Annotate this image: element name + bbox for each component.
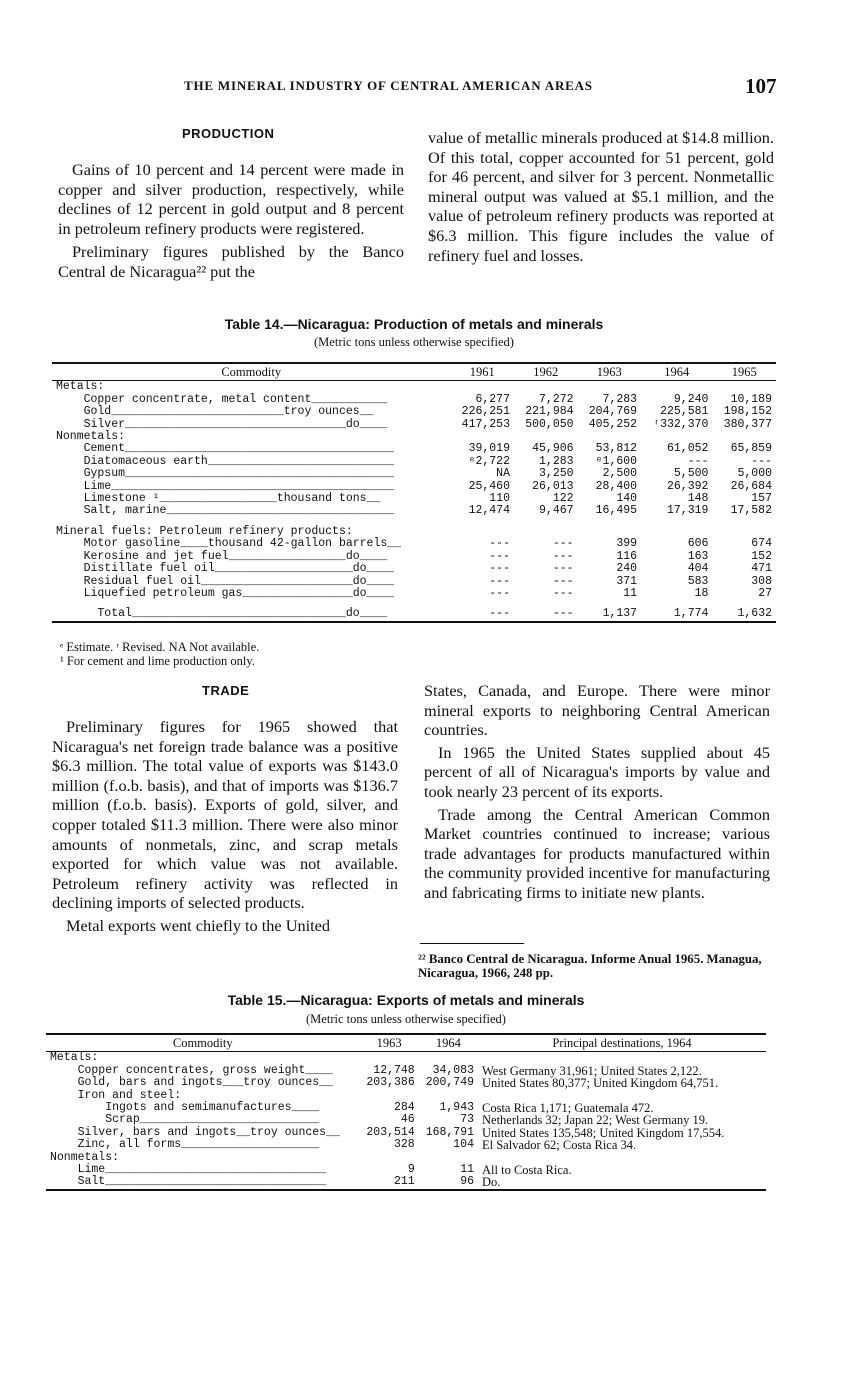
- table14-cell: [514, 518, 578, 526]
- table15-header-1: 1963: [376, 1036, 402, 1050]
- table14: [52, 362, 776, 623]
- production-left-column: [58, 160, 404, 282]
- trade-paragraph-3: States, Canada, and Europe. There were minor mineral exports to neighboring Central American countries.: [424, 681, 770, 740]
- table14-cell: 1,137: [602, 607, 638, 621]
- table14-cell: 7,272: [539, 392, 574, 406]
- table-row: [52, 443, 776, 455]
- table15-cell: Zinc, all forms____________________: [50, 1138, 320, 1152]
- table14-cell: 7,283: [602, 392, 638, 406]
- table14-cell: 148: [687, 492, 709, 506]
- table15-cell: Copper concentrates, gross weight____: [50, 1063, 333, 1077]
- table14-cell: 471: [751, 562, 772, 576]
- table-row: [46, 1077, 766, 1089]
- table14-cell: NA: [496, 467, 510, 481]
- table14-cell: Motor gasoline____thousand 42-gallon barrels__: [56, 537, 402, 551]
- table14-cell: 606: [687, 537, 709, 551]
- table14-cell: 674: [751, 537, 772, 551]
- table14-title: Table 14.—Nicaragua: Production of metals and minerals: [224, 316, 604, 332]
- trade-paragraph-5: Trade among the Central American Common Market countries continued to increase; various trade advantages for products manufactured within the community provided incentive for manufacturing and fabricating firms to initiate new plants.: [424, 804, 770, 902]
- table14-cell: ---: [552, 607, 574, 621]
- table-row: [52, 406, 776, 418]
- table14-cell: 380,377: [723, 417, 772, 431]
- table14-cell: 122: [552, 492, 574, 506]
- running-head: THE MINERAL INDUSTRY OF CENTRAL AMERICAN AREAS: [184, 78, 593, 93]
- table15-cell: 211: [394, 1175, 415, 1189]
- table15-cell: Scrap__________________________: [50, 1113, 320, 1127]
- table14-cell: Nonmetals:: [56, 430, 126, 444]
- table14-cell: 163: [687, 549, 709, 563]
- table15-cell: 12,748: [373, 1063, 415, 1077]
- table14-cell: Distillate fuel oil____________________do____: [56, 562, 395, 576]
- table15-cell: [478, 1052, 766, 1065]
- footnote-divider: [420, 943, 524, 944]
- table15-cell: 104: [453, 1138, 474, 1152]
- table14-cell: ---: [489, 549, 510, 563]
- table15-cell: 34,083: [432, 1063, 474, 1077]
- table15-cell: El Salvador 62; Costa Rica 34.: [482, 1138, 637, 1153]
- table14-cell: [450, 518, 514, 526]
- production-paragraph-2: Preliminary figures published by the Banco Central de Nicaragua²² put the: [58, 242, 404, 281]
- table14-cell: Residual fuel oil______________________do____: [56, 574, 395, 588]
- table14-cell: ---: [552, 574, 574, 588]
- table15-subtitle: (Metric tons unless otherwise specified): [306, 1012, 506, 1026]
- table14-cell: 17,582: [730, 504, 772, 518]
- table15-cell: 73: [460, 1113, 474, 1127]
- table14-cell: Liquefied petroleum gas________________do____: [56, 586, 395, 600]
- table15-title: Table 15.—Nicaragua: Exports of metals and minerals: [227, 992, 585, 1008]
- table14-cell: 65,859: [730, 442, 772, 456]
- table14-cell: [641, 518, 712, 526]
- table14-subtitle: (Metric tons unless otherwise specified): [314, 335, 514, 349]
- table-row: [52, 563, 776, 575]
- table15-cell: 96: [460, 1175, 474, 1189]
- table14-header-5: 1965: [731, 365, 757, 379]
- table14-cell: Total_______________________________do____: [56, 607, 388, 621]
- table14-header-4: 1964: [664, 365, 690, 379]
- table15-cell: Gold, bars and ingots___troy ounces__: [50, 1076, 333, 1090]
- table-row: [52, 538, 776, 550]
- table14-cell: 404: [687, 562, 709, 576]
- table14-cell: Metals:: [56, 380, 105, 394]
- table14-cell: Gypsum_______________________________________: [56, 467, 395, 481]
- table15-cell: Iron and steel:: [50, 1088, 182, 1102]
- table14-cell: ---: [552, 586, 574, 600]
- table-row: [52, 588, 776, 600]
- table14-cell: 45,906: [532, 442, 574, 456]
- table15-cell: Metals:: [50, 1051, 99, 1065]
- table15: [46, 1033, 766, 1191]
- table-row: [46, 1114, 766, 1126]
- table14-cell: 27: [758, 586, 772, 600]
- table-row: [52, 608, 776, 621]
- table15-cell: 168,791: [425, 1125, 474, 1139]
- table14-cell: 308: [751, 574, 772, 588]
- table14-cell: 226,251: [461, 405, 510, 419]
- table14-cell: 10,189: [730, 392, 772, 406]
- table15-cell: Ingots and semimanufactures____: [50, 1101, 320, 1115]
- table15-cell: Nonmetals:: [50, 1150, 120, 1164]
- footnote-22: ²² Banco Central de Nicaragua. Informe Anual 1965. Managua, Nicaragua, 1966, 248 pp.: [418, 952, 762, 980]
- table14-cell: Diatomaceous earth___________________________: [56, 454, 395, 468]
- table14-cell: 221,984: [525, 405, 574, 419]
- table15-cell: 284: [394, 1101, 415, 1115]
- production-paragraph-3: value of metallic minerals produced at $14.8 million. Of this total, copper accounted for 51 percent, gold for 46 percent, and silver for 3 percent. Nonmetallic mineral output was valued at $5.1 million, and the value of petroleum refinery products was reported at $6.3 million. This figure includes the value of refinery fuel and losses.: [428, 128, 774, 265]
- table15-cell: 1,943: [439, 1101, 474, 1115]
- table-row: [52, 381, 776, 394]
- table14-cell: 18: [694, 586, 709, 600]
- table14-cell: ---: [489, 574, 510, 588]
- table14-cell: ---: [552, 549, 574, 563]
- table14-cell: 110: [489, 492, 510, 506]
- table-row: [46, 1176, 766, 1189]
- table14-cell: 26,392: [667, 479, 709, 493]
- table14-cell: 140: [616, 492, 638, 506]
- table15-cell: Costa Rica 1,171; Guatemala 472.: [482, 1101, 654, 1116]
- table15-cell: Netherlands 32; Japan 22; West Germany 19.: [482, 1113, 709, 1128]
- table14-cell: 204,769: [588, 405, 638, 419]
- table-row: [46, 1052, 766, 1065]
- table14-header-1: 1961: [469, 365, 495, 379]
- trade-paragraph-2: Metal exports went chiefly to the United: [66, 915, 331, 935]
- table14-cell: 240: [616, 562, 638, 576]
- table15-header-0: Commodity: [172, 1036, 233, 1050]
- table15-cell: Salt________________________________: [50, 1175, 327, 1189]
- table15-cell: 46: [400, 1113, 415, 1127]
- table14-cell: 1,774: [673, 607, 709, 621]
- table15-cell: United States 80,377; United Kingdom 64,751.: [482, 1076, 719, 1091]
- table14-header-2: 1962: [533, 365, 559, 379]
- table14-cell: ᵉ2,722: [468, 454, 510, 468]
- table14-cell: 61,052: [667, 442, 709, 456]
- table-row: [46, 1139, 766, 1151]
- table14-cell: ᵉ1,600: [595, 454, 638, 468]
- table14-cell: 16,495: [595, 504, 638, 518]
- table14-cell: ---: [552, 562, 574, 576]
- table15-cell: 328: [394, 1138, 415, 1152]
- table14-cell: [712, 518, 776, 526]
- table14-header-3: 1963: [596, 365, 622, 379]
- trade-left-column: [52, 717, 398, 936]
- table14-cell: 225,581: [660, 405, 709, 419]
- table14-cell: 371: [616, 574, 638, 588]
- table14-cell: 405,252: [588, 417, 638, 431]
- table14-cell: [450, 381, 514, 394]
- table14-cell: 3,250: [539, 467, 574, 481]
- table-row: [52, 468, 776, 480]
- table14-cell: ʳ332,370: [653, 417, 709, 431]
- table14-cell: Silver________________________________do____: [56, 417, 388, 431]
- table15-cell: 203,514: [366, 1125, 415, 1139]
- table14-cell: 11: [623, 586, 638, 600]
- table14-cell: 157: [751, 492, 772, 506]
- table14-header-0: Commodity: [221, 365, 282, 379]
- table14-note-footnote: ¹ For cement and lime production only.: [60, 654, 255, 668]
- table14-cell: 9,467: [539, 504, 574, 518]
- table14-cell: ---: [489, 562, 510, 576]
- table14-note-symbols: ᵉ Estimate. ʳ Revised. NA Not available.: [60, 640, 260, 654]
- table15-cell: 200,749: [425, 1076, 474, 1090]
- table14-cell: Kerosine and jet fuel_________________do____: [56, 549, 388, 563]
- table14-cell: ---: [751, 454, 772, 468]
- table15-cell: All to Costa Rica.: [482, 1163, 572, 1178]
- production-heading: PRODUCTION: [182, 126, 275, 141]
- table14-cell: 152: [751, 549, 772, 563]
- table14-cell: ---: [489, 586, 510, 600]
- table14-cell: 5,500: [673, 467, 709, 481]
- table15-header-2: 1964: [435, 1036, 461, 1050]
- table14-cell: Lime_________________________________________: [56, 479, 395, 493]
- table14-cell: Mineral fuels: Petroleum refinery products:: [56, 524, 353, 538]
- table15-cell: [359, 1052, 418, 1065]
- table15-cell: 203,386: [366, 1076, 415, 1090]
- table14-cell: 26,684: [730, 479, 772, 493]
- table14-cell: 9,240: [673, 392, 709, 406]
- table14-cell: 26,013: [532, 479, 574, 493]
- table14-cell: ---: [489, 537, 510, 551]
- table-row: [52, 419, 776, 431]
- table14-cell: [641, 381, 712, 394]
- table14-cell: 39,019: [468, 442, 510, 456]
- trade-right-column: [424, 681, 770, 903]
- table15-cell: United States 135,548; United Kingdom 17,554.: [482, 1125, 725, 1140]
- table14-cell: 53,812: [595, 442, 638, 456]
- table14-cell: 1,632: [737, 607, 772, 621]
- table15-cell: Do.: [482, 1175, 501, 1190]
- table14-cell: 2,500: [602, 467, 638, 481]
- table14-cell: Cement_______________________________________: [56, 442, 395, 456]
- production-paragraph-1: Gains of 10 percent and 14 percent were made in copper and silver production, respectively, while declines of 12 percent in gold output and 8 percent in petroleum refinery products were registered.: [58, 160, 404, 238]
- table14-cell: 198,152: [723, 405, 772, 419]
- table14-cell: [578, 518, 642, 526]
- trade-heading: TRADE: [202, 683, 250, 698]
- table14-cell: [712, 381, 776, 394]
- table14-cell: Copper concentrate, metal content___________: [56, 392, 388, 406]
- trade-paragraph-1: Preliminary figures for 1965 showed that Nicaragua's net foreign trade balance was a positive $6.3 million. The total value of exports was $143.0 million (f.o.b. basis), and that of imports was $136.7 million (f.o.b. basis). Exports of gold, silver, and copper totaled $11.3 million. There were also minor amounts of nonmetals, zinc, and scrap metals exported for which value was not available. Petroleum refinery activity was reflected in declining imports of selected products.: [52, 717, 398, 913]
- table14-cell: Limestone ¹_________________thousand tons__: [56, 492, 381, 506]
- table14-cell: ---: [489, 607, 510, 621]
- table14-cell: 6,277: [475, 392, 510, 406]
- table14-cell: 12,474: [468, 504, 510, 518]
- table14-cell: [578, 381, 642, 394]
- table14-cell: 500,050: [525, 417, 574, 431]
- table14-cell: ---: [552, 537, 574, 551]
- table14-cell: 399: [616, 537, 638, 551]
- table14-cell: 25,460: [468, 479, 510, 493]
- table-row: [52, 505, 776, 517]
- table15-cell: 11: [460, 1163, 474, 1177]
- table15-header-3: Principal destinations, 1964: [552, 1036, 692, 1050]
- table14-cell: 5,000: [737, 467, 772, 481]
- table14-cell: 1,283: [539, 454, 574, 468]
- table15-cell: West Germany 31,961; United States 2,122.: [482, 1063, 702, 1078]
- table14-cell: Gold_________________________troy ounces__: [56, 405, 374, 419]
- table15-cell: [419, 1052, 478, 1065]
- table14-cell: [514, 381, 578, 394]
- table14-cell: Salt, marine_________________________________: [56, 504, 395, 518]
- table14-cell: 417,253: [461, 417, 510, 431]
- production-right-column: [428, 128, 774, 265]
- table15-cell: 9: [407, 1163, 415, 1177]
- table15-cell: Silver, bars and ingots__troy ounces__: [50, 1125, 340, 1139]
- page-number: 107: [745, 74, 777, 98]
- table14-cell: 28,400: [595, 479, 638, 493]
- table14-cell: 116: [616, 549, 638, 563]
- table14-cell: 17,319: [667, 504, 709, 518]
- table14-cell: ---: [687, 454, 709, 468]
- trade-paragraph-4: In 1965 the United States supplied about 45 percent of all of Nicaragua's imports by value and took nearly 23 percent of its exports.: [424, 742, 770, 801]
- table15-cell: Lime________________________________: [50, 1163, 327, 1177]
- table14-cell: 583: [687, 574, 709, 588]
